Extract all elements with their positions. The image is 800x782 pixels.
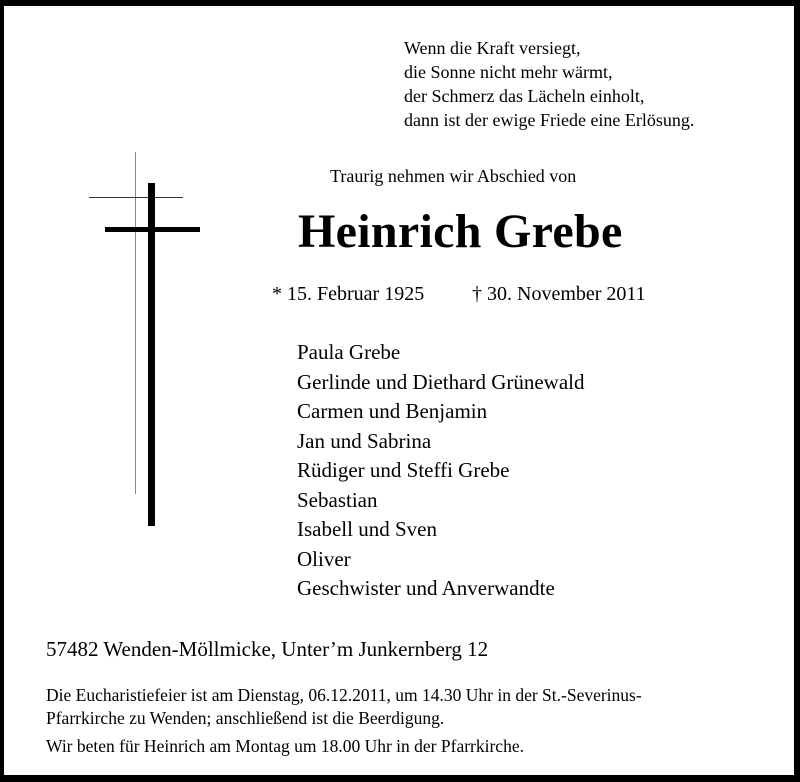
mourner: Paula Grebe [297, 340, 401, 364]
intro-text: Traurig nehmen wir Abschied von [330, 166, 577, 186]
mourners-list [297, 338, 585, 604]
address: 57482 Wenden-Möllmicke, Unter’m Junkernberg 12 [46, 637, 489, 661]
mourner: Rüdiger und Steffi Grebe [297, 458, 510, 482]
mourner: Geschwister und Anverwandte [297, 576, 555, 600]
service-line: Die Eucharistiefeier ist am Dienstag, 06.12.2011, um 14.30 Uhr in der St.-Severinus- [46, 685, 642, 705]
mourner: Sebastian [297, 487, 378, 512]
poem-line: Wenn die Kraft versiegt, [404, 38, 581, 58]
death-date: † 30. November 2011 [472, 283, 646, 305]
birth-date: * 15. Februar 1925 [272, 283, 425, 305]
mourner: Isabell und Sven [297, 517, 437, 541]
prayer-info: Wir beten für Heinrich am Montag um 18.00 Uhr in der Pfarrkirche. [46, 736, 524, 756]
service-line: Pfarrkirche zu Wenden; anschließend ist die Beerdigung. [46, 708, 445, 728]
mourner: Jan und Sabrina [297, 428, 432, 453]
poem-line: dann ist der ewige Friede eine Erlösung. [404, 110, 695, 130]
deceased-name: Heinrich Grebe [298, 205, 623, 258]
poem [404, 36, 694, 132]
mourner: Gerlinde und Diethard Grünewald [297, 369, 585, 394]
poem-line: die Sonne nicht mehr wärmt, [404, 62, 613, 82]
mourner: Carmen und Benjamin [297, 399, 488, 423]
mourner: Oliver [297, 546, 351, 571]
service-info [46, 684, 642, 730]
poem-line: der Schmerz das Lächeln einholt, [404, 86, 645, 106]
